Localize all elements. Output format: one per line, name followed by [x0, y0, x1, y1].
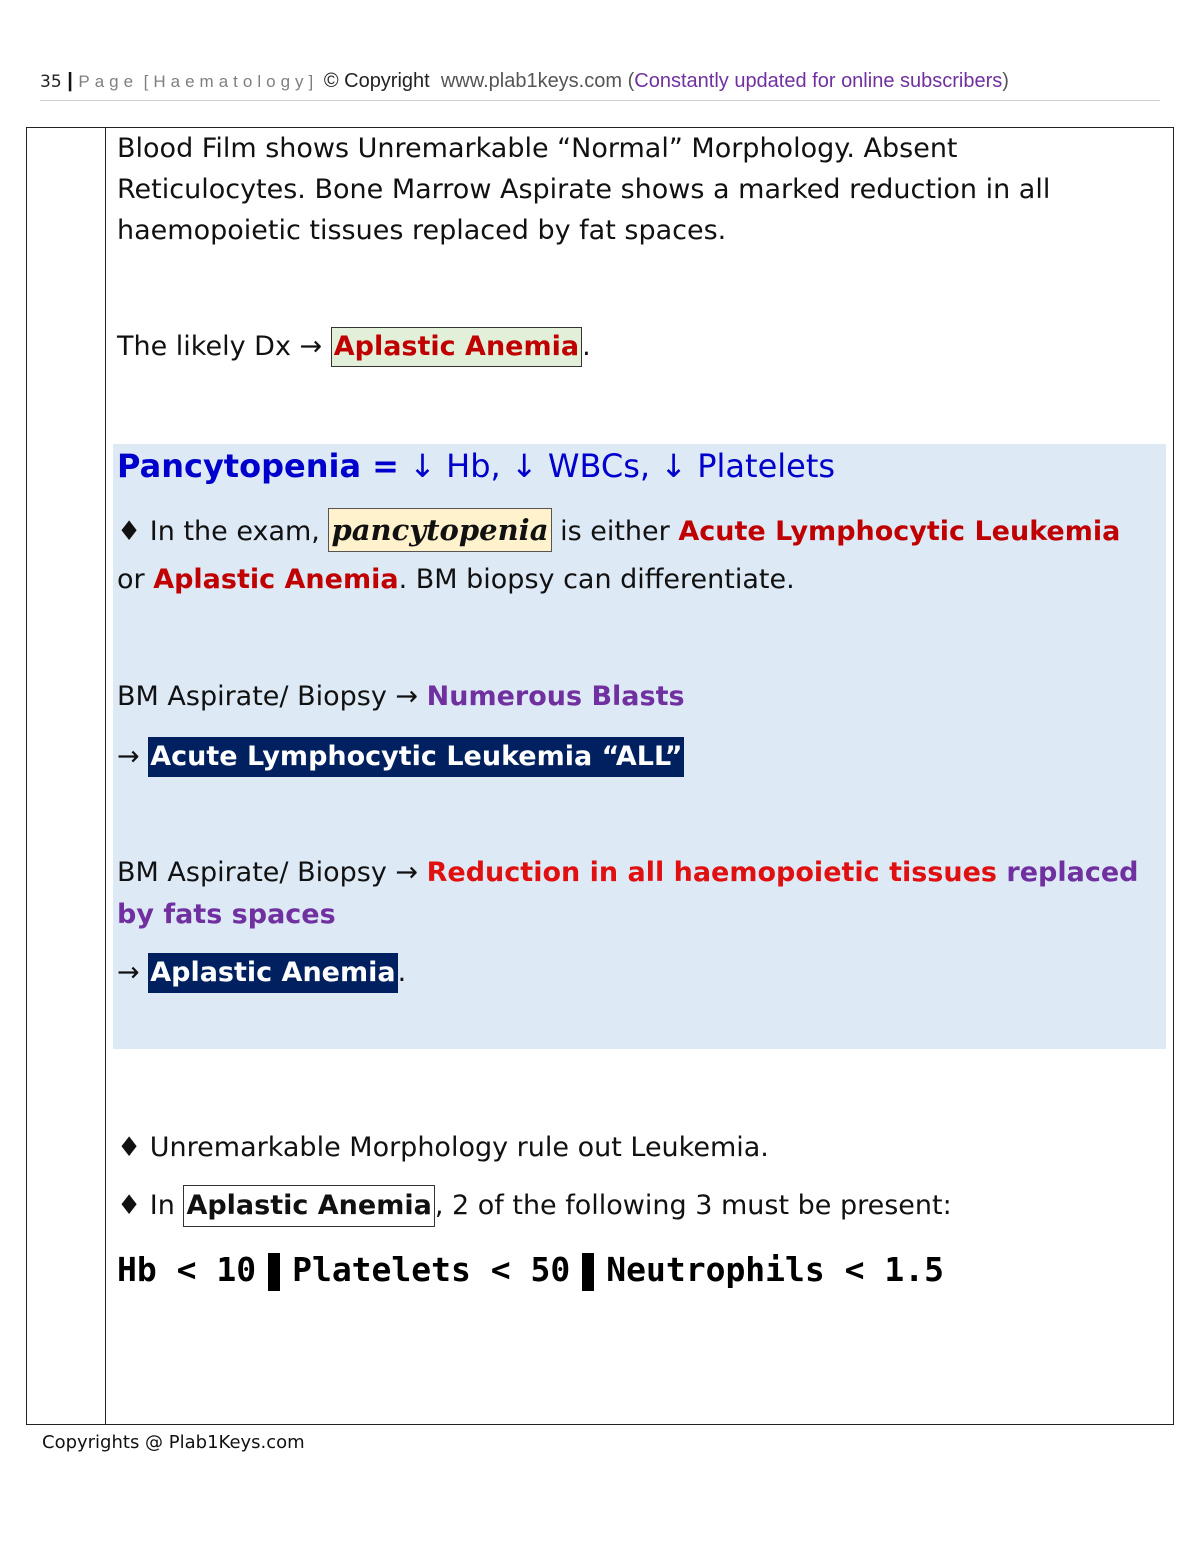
section-name: [Haematology]: [143, 72, 319, 91]
bm2-prefix: BM Aspirate/ Biopsy →: [117, 857, 427, 888]
bm2-purple: replaced by fats spaces: [117, 857, 1139, 930]
case-description: Blood Film shows Unremarkable “Normal” Morphology. Absent Reticulocytes. Bone Marrow Aspirate shows a marked reduction in all haemopoietic tissues replaced by fat spaces.: [117, 133, 1051, 246]
dx-answer: Aplastic Anemia: [331, 327, 582, 367]
update-note: Constantly updated for online subscribers: [634, 70, 1003, 92]
pancytopenia-title: [117, 444, 835, 488]
morphology-bullet: ♦ Unremarkable Morphology rule out Leukemia.: [117, 1132, 769, 1163]
bm-result-blasts: [117, 675, 685, 719]
exam-bullet: ♦ In the exam,: [117, 516, 329, 547]
criterion-neutrophils: Neutrophils < 1.5: [606, 1250, 944, 1289]
exam-mid: is either: [551, 516, 679, 547]
aa-suffix: .: [397, 957, 407, 988]
criteria-separator: [582, 1253, 594, 1291]
criteria-separator: [268, 1253, 280, 1291]
page-word: Page: [78, 72, 139, 91]
all-label: Acute Lymphocytic Leukemia “ALL”: [148, 737, 684, 777]
bm-result-reduction: [117, 852, 1147, 936]
exam-term: pancytopenia: [328, 508, 551, 552]
aa-criteria: [117, 1246, 944, 1294]
all-conclusion: [117, 735, 684, 779]
page-header: [40, 70, 1160, 101]
exam-end: . BM biopsy can differentiate.: [398, 564, 795, 595]
note-close-paren: ): [1002, 70, 1009, 92]
criterion-hb: Hb < 10: [117, 1250, 257, 1289]
aa-bullet-suffix: , 2 of the following 3 must be present:: [434, 1190, 952, 1221]
bm1-result: Numerous Blasts: [426, 681, 685, 712]
bm1-prefix: BM Aspirate/ Biopsy →: [117, 681, 427, 712]
aa-bullet-prefix: ♦ In: [117, 1190, 184, 1221]
aa-label: Aplastic Anemia: [148, 953, 397, 993]
column-divider: [105, 128, 106, 1424]
dx-suffix: .: [582, 331, 591, 362]
pancytopenia-term: Pancytopenia =: [117, 447, 399, 485]
dx-prefix: The likely Dx →: [117, 331, 331, 362]
aa-conclusion: [117, 951, 406, 995]
exam-note: [117, 508, 1147, 604]
likely-dx: [117, 326, 591, 368]
criterion-platelets: Platelets < 50: [292, 1250, 571, 1289]
page-number: 35: [40, 72, 62, 92]
aa-arrow: →: [117, 957, 149, 988]
exam-option-all: Acute Lymphocytic Leukemia: [678, 516, 1121, 547]
exam-option-aa: Aplastic Anemia: [153, 564, 399, 595]
bm2-red: Reduction in all haemopoietic tissues: [426, 857, 997, 888]
aa-criteria-bullet: [117, 1184, 952, 1228]
exam-or: or: [117, 564, 154, 595]
pancytopenia-definition: ↓ Hb, ↓ WBCs, ↓ Platelets: [398, 447, 836, 485]
aa-bullet-term: Aplastic Anemia: [183, 1185, 434, 1227]
website-link[interactable]: www.plab1keys.com: [440, 70, 623, 92]
copyright-text: © Copyright: [323, 70, 430, 92]
header-separator: |: [67, 70, 73, 92]
page-footer: Copyrights @ Plab1Keys.com: [42, 1432, 305, 1453]
note-open-paren: (: [627, 70, 635, 92]
all-arrow: →: [117, 741, 149, 772]
